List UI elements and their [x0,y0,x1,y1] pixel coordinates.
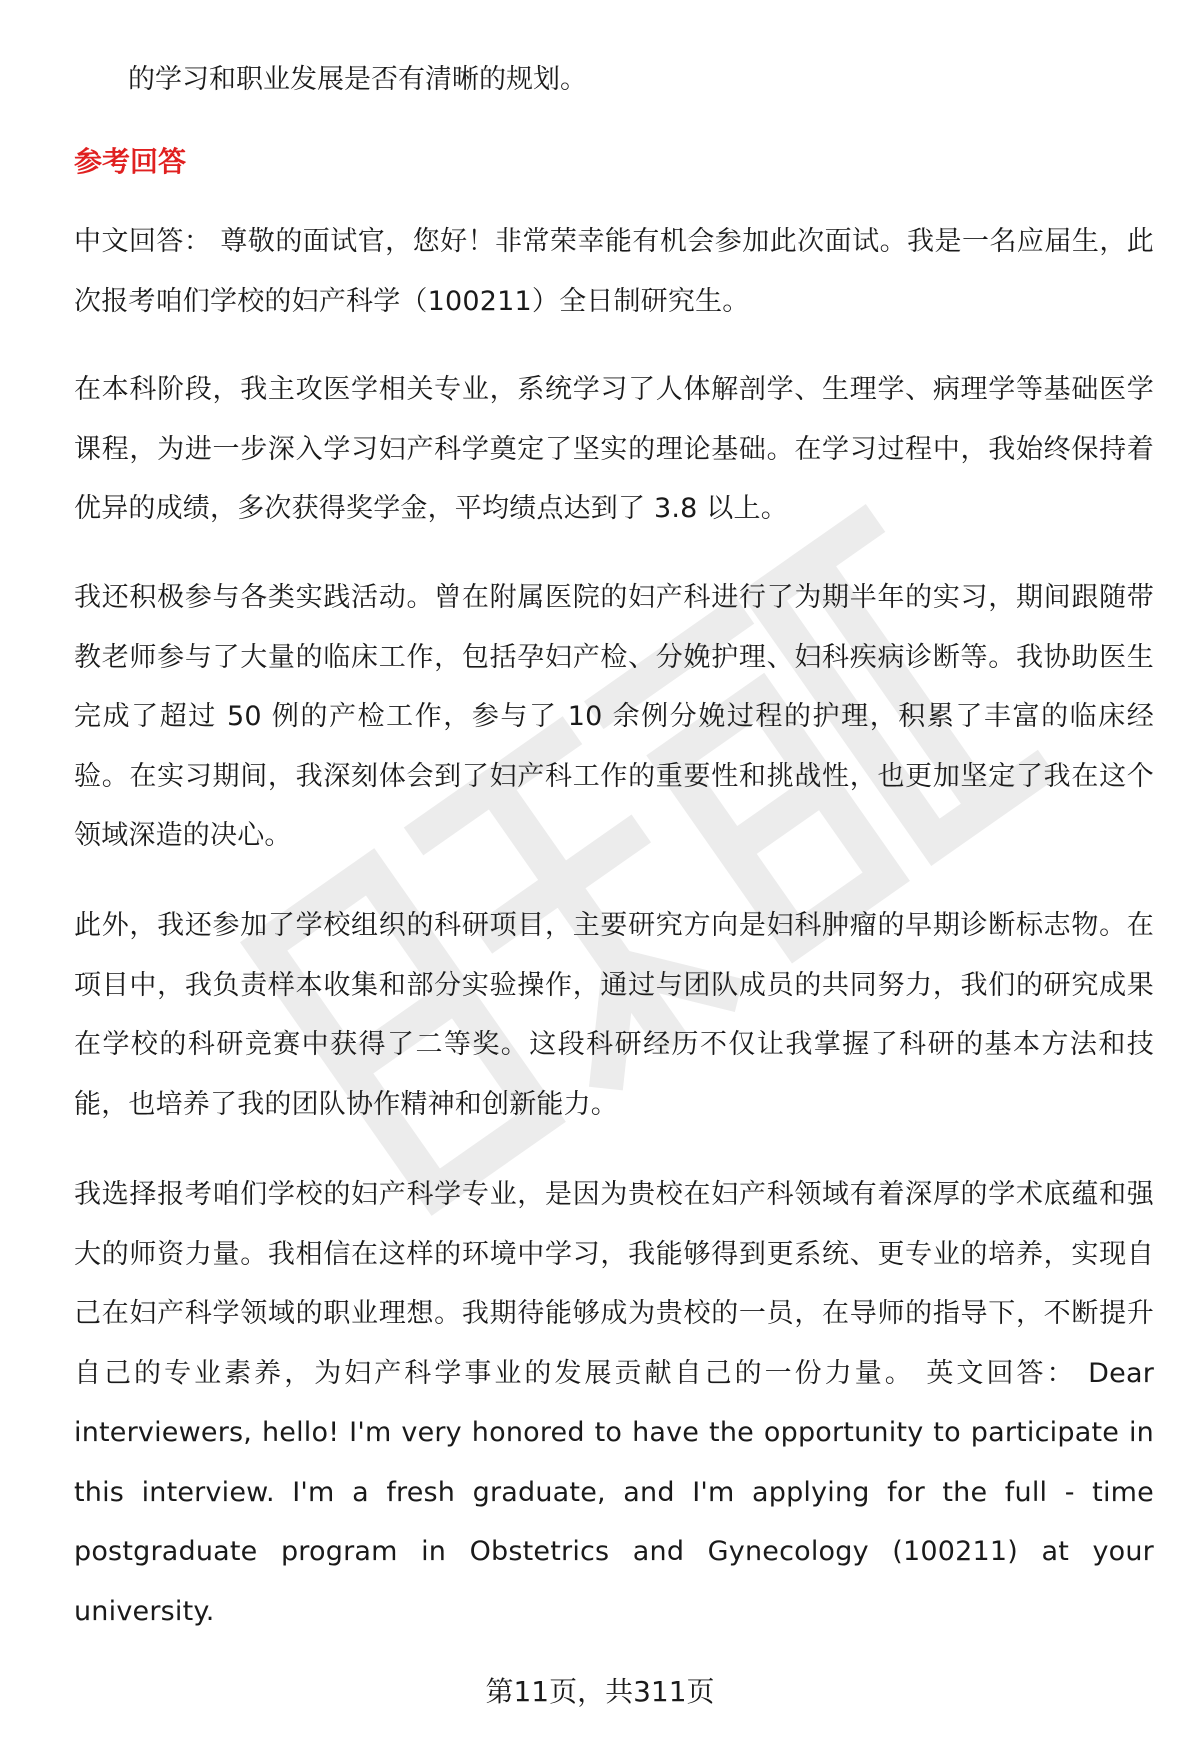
paragraph-motivation: 我选择报考咱们学校的妇产科学专业，是因为贵校在妇产科领域有着深厚的学术底蕴和强大的师资力量。我相信在这样的环境中学习，我能够得到更系统、更专业的培养，实现自己在妇产科学领域的职业理想。我期待能够成为贵校的一员，在导师的指导下，不断提升自己的专业素养，为妇产科学事业的发展贡献自己的一份力量。 英文回答： Dear interviewers, hello! I'm very honored to have the opportunity to participate in this interview. I'm a fresh graduate, and I'm applying for the full - time postgraduate program in Obstetrics and Gynecology (100211) at your university. [74,1179,1154,1627]
page-footer: 第11页，共311页 [485,1675,715,1708]
paragraph-undergraduate: 在本科阶段，我主攻医学相关专业，系统学习了人体解剖学、生理学、病理学等基础医学课程，为进一步深入学习妇产科学奠定了坚实的理论基础。在学习过程中，我始终保持着优异的成绩，多次获得奖学金，平均绩点达到了 3.8 以上。 [74,374,1154,524]
paragraph-practice: 我还积极参与各类实践活动。曾在附属医院的妇产科进行了为期半年的实习，期间跟随带教老师参与了大量的临床工作，包括孕妇产检、分娩护理、妇科疾病诊断等。我协助医生完成了超过 50 例的产检工作，参与了 10 余例分娩过程的护理，积累了丰富的临床经验。在实习期间，我深刻体会到了妇产科工作的重要性和挑战性，也更加坚定了我在这个领域深造的决心。 [74,582,1154,851]
paragraph-research: 此外，我还参加了学校组织的科研项目，主要研究方向是妇科肿瘤的早期诊断标志物。在项目中，我负责样本收集和部分实验操作，通过与团队成员的共同努力，我们的研究成果在学校的科研竞赛中获得了二等奖。这段科研经历不仅让我掌握了科研的基本方法和技能，也培养了我的团队协作精神和创新能力。 [74,910,1154,1120]
section-heading: 参考回答 [74,145,187,178]
paragraph-intro: 中文回答： 尊敬的面试官，您好！非常荣幸能有机会参加此次面试。我是一名应届生，此次报考咱们学校的妇产科学（100211）全日制研究生。 [74,226,1154,317]
continuation-text: 的学习和职业发展是否有清晰的规划。 [128,64,587,95]
